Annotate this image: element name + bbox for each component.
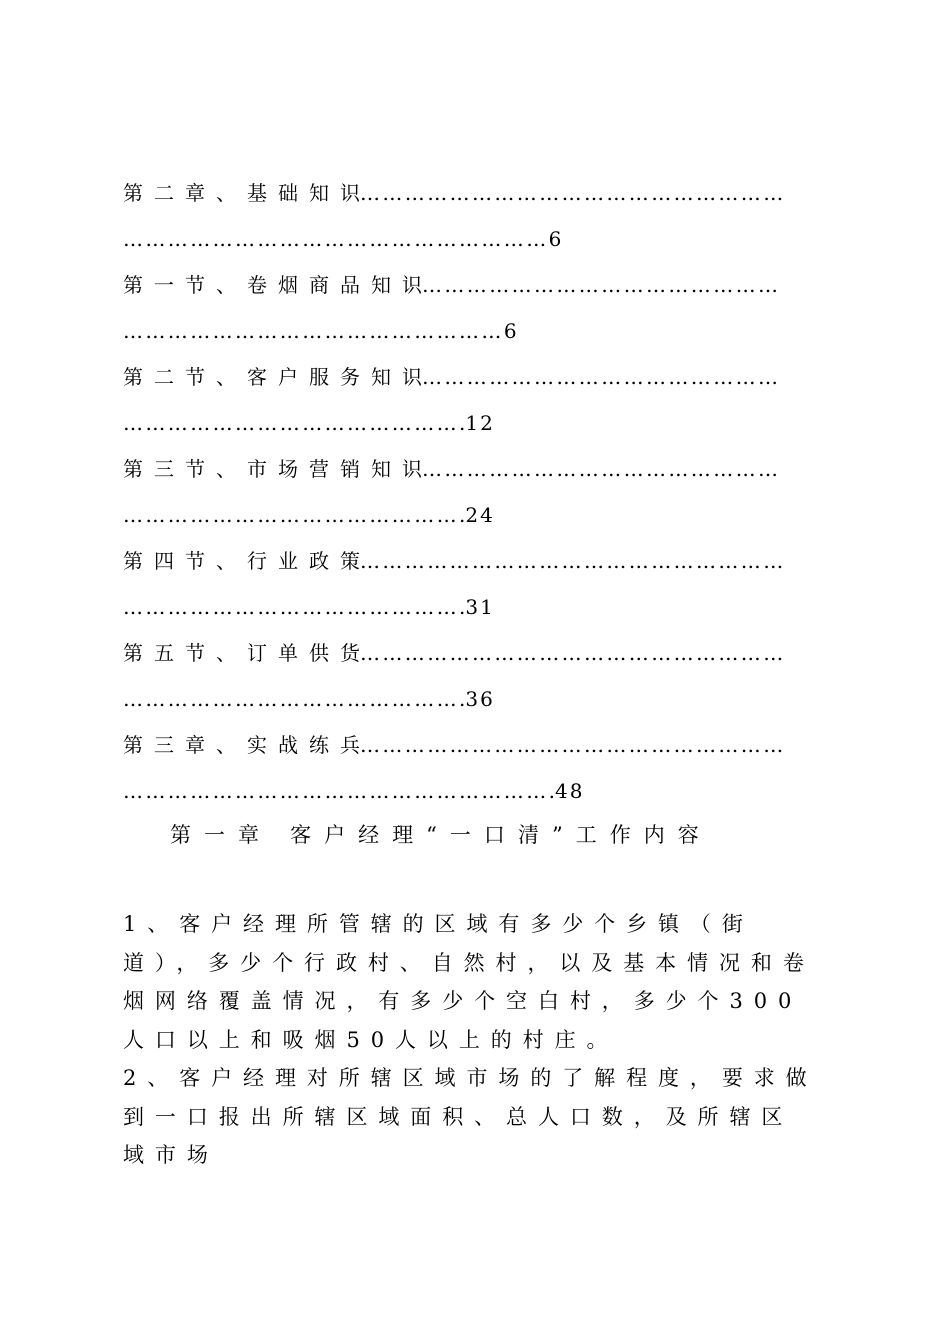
toc-entry-section-2[interactable]: [123, 354, 823, 446]
toc-entry-title: 第四节、行业政策: [123, 549, 371, 573]
toc-entry-title: 第三节、市场营销知识: [123, 457, 433, 481]
toc-entry-title: 第二节、客户服务知识: [123, 365, 433, 389]
toc-entry-section-3[interactable]: [123, 446, 823, 538]
toc-leader-dots: ………………………………………: [123, 595, 459, 619]
toc-leader-dots: …………………………………………………: [360, 641, 786, 665]
toc-entry-chapter-3[interactable]: [123, 722, 823, 814]
toc-separator: .: [548, 779, 555, 803]
table-of-contents: [123, 170, 823, 814]
toc-leader-dots: …………………………………………: [422, 457, 781, 481]
toc-leader-dots: …………………………………………: [422, 273, 781, 297]
toc-separator: .: [459, 411, 466, 435]
toc-separator: .: [459, 503, 466, 527]
toc-leader-dots: ………………………………………: [123, 411, 459, 435]
toc-leader-dots: …………………………………………………: [360, 181, 786, 205]
toc-page-number: 36: [465, 687, 495, 711]
toc-entry-title: 第二章、基础知识: [123, 181, 371, 205]
toc-page-number: 6: [548, 227, 564, 251]
toc-separator: .: [459, 687, 466, 711]
body-text: [123, 905, 823, 1175]
toc-leader-dots: …………………………………………………: [123, 227, 549, 251]
toc-leader-dots: …………………………………………………: [123, 779, 549, 803]
paragraph: 1、客户经理所管辖的区域有多少个乡镇（街道），多少个行政村、自然村，以及基本情况和卷烟网络覆盖情况，有多少个空白村，多少个300人口以上和吸烟50人以上的村庄。: [123, 912, 815, 1052]
toc-entry-title: 第一节、卷烟商品知识: [123, 273, 433, 297]
chapter-number: 第一章: [170, 823, 273, 847]
chapter-title: 客户经理“一口清”工作内容: [290, 823, 712, 847]
toc-leader-dots: ……………………………………………: [123, 319, 504, 343]
chapter-heading: [170, 815, 712, 855]
toc-page-number: 48: [554, 779, 585, 803]
paragraph: 2、客户经理对所辖区域市场的了解程度，要求做到一口报出所辖区域面积、总人口数，及所辖区域市场: [123, 1066, 818, 1167]
toc-leader-dots: …………………………………………: [422, 365, 781, 389]
toc-leader-dots: ………………………………………: [123, 687, 459, 711]
toc-entry-chapter-2[interactable]: [123, 170, 823, 262]
toc-leader-dots: ………………………………………: [123, 503, 459, 527]
toc-entry-section-5[interactable]: [123, 630, 823, 722]
toc-entry-title: 第五节、订单供货: [123, 641, 371, 665]
toc-page-number: 6: [503, 319, 519, 343]
toc-entry-title: 第三章、实战练兵: [123, 733, 371, 757]
toc-page-number: 31: [465, 595, 495, 619]
toc-leader-dots: …………………………………………………: [360, 733, 786, 757]
toc-leader-dots: …………………………………………………: [360, 549, 786, 573]
toc-entry-section-1[interactable]: [123, 262, 823, 354]
toc-page-number: 12: [465, 411, 495, 435]
toc-page-number: 24: [465, 503, 495, 527]
toc-entry-section-4[interactable]: [123, 538, 823, 630]
toc-separator: .: [459, 595, 466, 619]
